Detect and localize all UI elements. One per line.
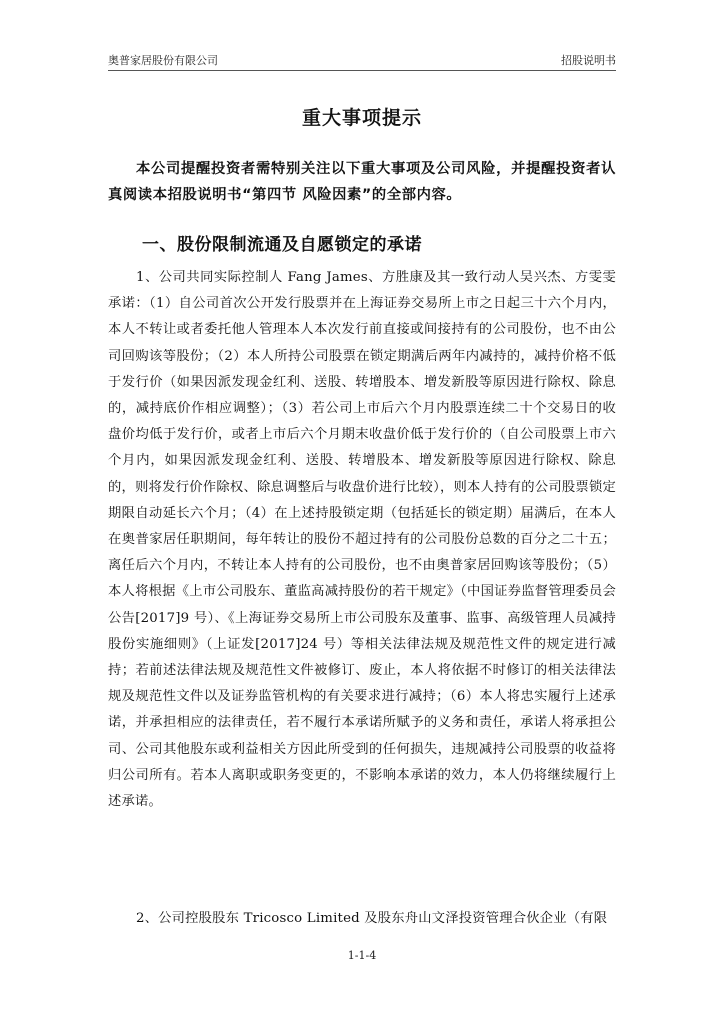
header-company-name: 奥普家居股份有限公司: [108, 54, 218, 67]
intro-paragraph: 本公司提醒投资者需特别关注以下重大事项及公司风险，并提醒投资者认真阅读本招股说明书“第四节 风险因素”的全部内容。: [108, 161, 616, 203]
page-header: [108, 49, 616, 71]
commitment-paragraph-1: 1、公司共同实际控制人 Fang James、方胜康及其一致行动人吴兴杰、方雯雯承诺：（1）自公司首次公开发行股票并在上海证券交易所上市之日起三十六个月内，本人不转让或者委托他人管理本人本次发行前直接或间接持有的公司股份，也不由公司回购该等股份；（2）本人所持公司股票在锁定期满后两年内减持的，减持价格不低于发行价（如果因派发现金红利、送股、转增股本、增发新股等原因进行除权、除息的，减持底价作相应调整）；（3）若公司上市后六个月内股票连续二十个交易日的收盘价均低于发行价，或者上市后六个月期末收盘价低于发行价的（自公司股票上市六个月内，如果因派发现金红利、送股、转增股本、增发新股等原因进行除权、除息的，则将发行价作除权、除息调整后与收盘价进行比较），则本人持有的公司股票锁定期限自动延长六个月；（4）在上述持股锁定期（包括延长的锁定期）届满后，在本人在奥普家居任职期间，每年转让的股份不超过持有的公司股份总数的百分之二十五；离任后六个月内，不转让本人持有的公司股份，也不由奥普家居回购该等股份；（5）本人将根据《上市公司股东、董监高减持股份的若干规定》（中国证券监督管理委员会公告[2017]9 号）、《上海证券交易所上市公司股东及董事、监事、高级管理人员减持股份实施细则》（上证发[2017]24 号）等相关法律法规及规范性文件的规定进行减持；若前述法律法规及规范性文件被修订、废止，本人将依据不时修订的相关法律法规及规范性文件以及证券监管机构的有关要求进行减持；（6）本人将忠实履行上述承诺，并承担相应的法律责任，若不履行本承诺所赋予的义务和责任，承诺人将承担公司、公司其他股东或利益相关方因此所受到的任何损失，违规减持公司股票的收益将归公司所有。若本人离职或职务变更的，不影响本承诺的效力，本人仍将继续履行上述承诺。: [108, 270, 616, 810]
section-heading: 一、股份限制流通及自愿锁定的承诺: [142, 235, 422, 255]
page-number: 1-1-4: [347, 949, 377, 962]
commitment-paragraph-2: 2、公司控股股东 Tricosco Limited 及股东舟山文泽投资管理合伙企业（有限: [136, 911, 608, 926]
header-document-type: 招股说明书: [561, 54, 616, 67]
page-title: 重大事项提示: [301, 107, 422, 129]
